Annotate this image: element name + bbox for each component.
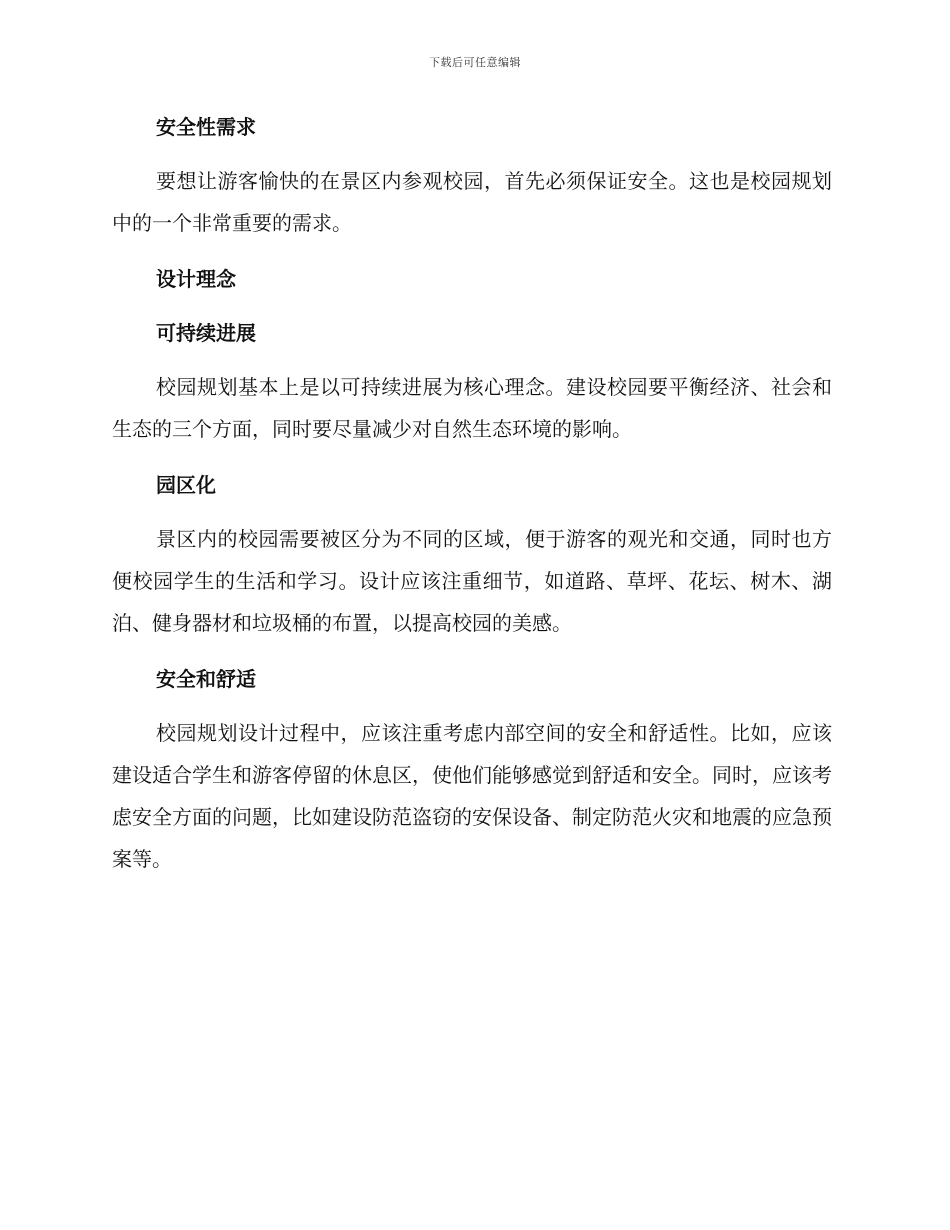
- section-heading-safety-comfort: 安全和舒适: [156, 667, 256, 691]
- paragraph-safety-comfort: 校园规划设计过程中，应该注重考虑内部空间的安全和舒适性。比如，应该建设适合学生和游客停留的休息区，使他们能够感觉到舒适和安全。同时，应该考虑安全方面的问题，比如建设防范盗窃的安保设备、制定防范火灾和地震的应急预案等。: [112, 721, 832, 871]
- section-heading-zoning: 园区化: [156, 473, 216, 497]
- paragraph-sustainable-development: 校园规划基本上是以可持续进展为核心理念。建设校园要平衡经济、社会和生态的三个方面，同时要尽量减少对自然生态环境的影响。: [112, 375, 832, 441]
- document-body: [112, 106, 832, 880]
- paragraph-safety-needs: 要想让游客愉快的在景区内参观校园，首先必须保证安全。这也是校园规划中的一个非常重要的需求。: [112, 169, 832, 235]
- section-heading-design-concept: 设计理念: [156, 267, 236, 291]
- section-heading-sustainable-development: 可持续进展: [156, 321, 256, 345]
- header-note: 下载后可任意编辑: [429, 56, 521, 69]
- paragraph-zoning: 景区内的校园需要被区分为不同的区域，便于游客的观光和交通，同时也方便校园学生的生活和学习。设计应该注重细节，如道路、草坪、花坛、树木、湖泊、健身器材和垃圾桶的布置，以提高校园的美感。: [112, 527, 832, 635]
- section-heading-safety-needs: 安全性需求: [156, 115, 256, 139]
